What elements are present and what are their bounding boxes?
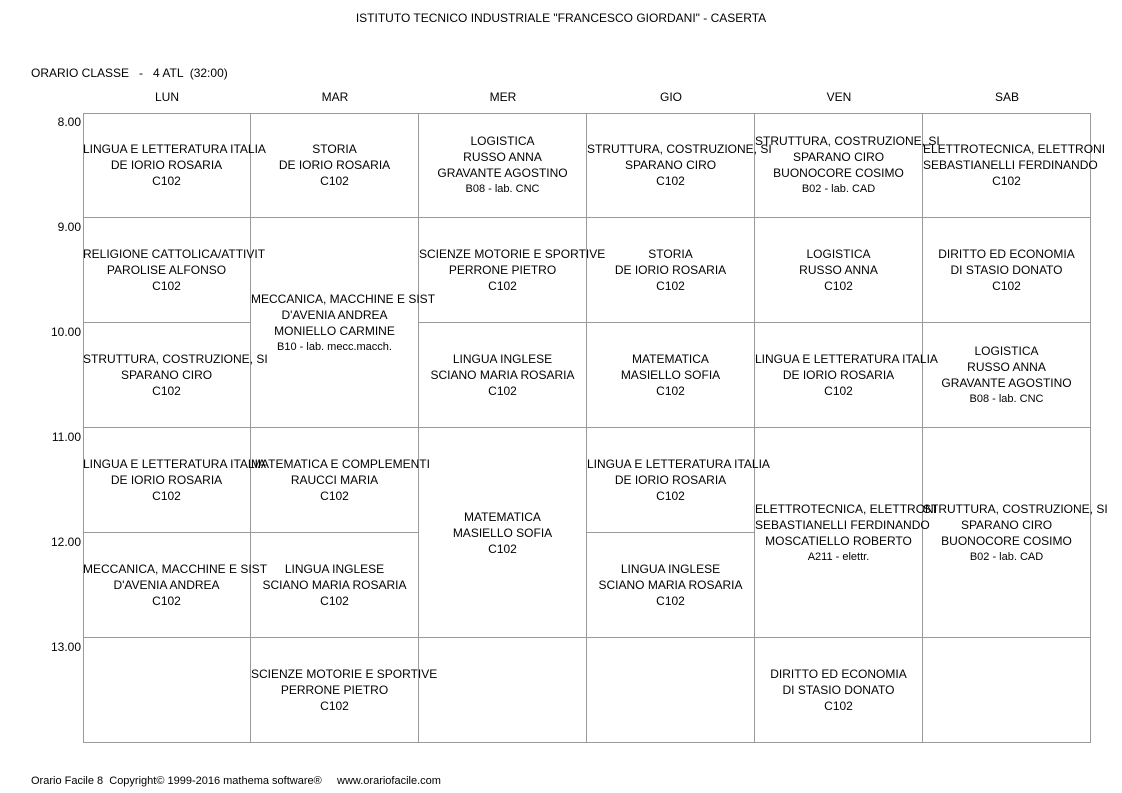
class-header: ORARIO CLASSE - 4 ATL (32:00) xyxy=(31,66,228,80)
lesson-room: C102 xyxy=(152,594,181,608)
lesson-room: C102 xyxy=(656,489,685,503)
time-label: 8.00 xyxy=(57,115,81,129)
lesson-subject: ELETTROTECNICA, ELETTRONI xyxy=(923,142,1106,156)
lesson-teacher: PERRONE PIETRO xyxy=(280,683,389,697)
lesson-cell xyxy=(587,113,772,218)
lesson-room: B02 - lab. CAD xyxy=(801,183,876,195)
lesson-subject: LOGISTICA xyxy=(806,247,871,261)
lesson-subject: STRUTTURA, COSTRUZIONE, SI xyxy=(923,501,1108,516)
lesson-cell xyxy=(923,428,1108,638)
time-label: 11.00 xyxy=(51,430,81,444)
lesson-cell xyxy=(83,323,268,428)
page-title: ISTITUTO TECNICO INDUSTRIALE "FRANCESCO GIORDANI" - CASERTA xyxy=(355,11,767,25)
lesson-room: C102 xyxy=(152,279,181,293)
lesson-room: B08 - lab. CNC xyxy=(969,393,1044,405)
lesson-teacher: D'AVENIA ANDREA xyxy=(113,578,220,592)
lesson-teacher: SPARANO CIRO xyxy=(624,158,717,172)
lesson-room: C102 xyxy=(824,279,853,293)
lesson-teacher: RUSSO ANNA xyxy=(799,263,878,277)
lesson-cell xyxy=(755,428,938,638)
lesson-teacher: SCIANO MARIA ROSARIA xyxy=(262,578,407,592)
lesson-cell xyxy=(419,428,587,638)
lesson-teacher: RUSSO ANNA xyxy=(967,360,1046,374)
lesson-room: C102 xyxy=(152,489,181,503)
lesson-room: B10 - lab. mecc.macch. xyxy=(277,340,392,353)
lesson-room: C102 xyxy=(488,384,517,398)
time-label: 13.00 xyxy=(50,640,81,654)
lesson-subject: MATEMATICA xyxy=(632,352,709,366)
lesson-room: C102 xyxy=(488,279,517,293)
lesson-cell xyxy=(587,533,755,638)
lesson-cell xyxy=(755,638,923,743)
lesson-subject: LINGUA E LETTERATURA ITALIA xyxy=(755,352,938,366)
lesson-subject: MATEMATICA E COMPLEMENTI xyxy=(251,457,430,471)
lesson-subject: STRUTTURA, COSTRUZIONE, SI xyxy=(83,352,268,366)
lesson-teacher: SCIANO MARIA ROSARIA xyxy=(430,368,575,382)
lesson-cell xyxy=(755,218,923,323)
lesson-room: C102 xyxy=(152,384,181,398)
lesson-subject: SCIENZE MOTORIE E SPORTIVE xyxy=(251,667,438,681)
lesson-teacher-2: GRAVANTE AGOSTINO xyxy=(941,376,1072,390)
lesson-subject: MATEMATICA xyxy=(464,509,541,524)
day-label-gio: GIO xyxy=(659,90,682,104)
lesson-cell xyxy=(251,533,419,638)
lesson-room: C102 xyxy=(320,174,349,188)
lesson-teacher: PERRONE PIETRO xyxy=(448,263,557,277)
lesson-subject: LINGUA INGLESE xyxy=(284,562,385,576)
lesson-cell xyxy=(923,218,1091,323)
lesson-teacher: DE IORIO ROSARIA xyxy=(278,158,391,172)
day-label-mar: MAR xyxy=(321,90,349,104)
empty-cell xyxy=(923,638,1091,743)
lesson-teacher: RUSSO ANNA xyxy=(463,150,542,164)
lesson-room: B02 - lab. CAD xyxy=(969,550,1044,563)
empty-cell xyxy=(419,638,587,743)
lesson-subject: LINGUA E LETTERATURA ITALIA xyxy=(83,457,266,471)
lesson-cell xyxy=(587,218,755,323)
lesson-teacher: DI STASIO DONATO xyxy=(782,683,895,697)
lesson-teacher: SPARANO CIRO xyxy=(792,150,885,164)
lesson-cell xyxy=(755,323,938,428)
lesson-cell xyxy=(419,218,606,323)
lesson-room: C102 xyxy=(656,384,685,398)
lesson-room: C102 xyxy=(152,174,181,188)
day-label-ven: VEN xyxy=(826,90,852,104)
lesson-room: C102 xyxy=(656,594,685,608)
lesson-teacher: DE IORIO ROSARIA xyxy=(110,158,223,172)
lesson-teacher: RAUCCI MARIA xyxy=(290,473,379,487)
lesson-teacher-2: MONIELLO CARMINE xyxy=(274,323,395,338)
lesson-cell xyxy=(83,533,268,638)
lesson-cell xyxy=(755,113,940,218)
lesson-cell xyxy=(83,113,266,218)
lesson-teacher: DI STASIO DONATO xyxy=(950,263,1063,277)
timetable-grid xyxy=(83,113,1108,743)
lesson-cell xyxy=(923,113,1106,218)
lesson-cell xyxy=(251,428,430,533)
lesson-room: C102 xyxy=(656,174,685,188)
lesson-room: C102 xyxy=(824,699,853,713)
lesson-teacher-2: BUONOCORE COSIMO xyxy=(773,166,904,180)
lesson-subject: LINGUA INGLESE xyxy=(620,562,721,576)
lesson-teacher: DE IORIO ROSARIA xyxy=(614,263,727,277)
lesson-cell xyxy=(251,218,436,428)
time-label: 9.00 xyxy=(57,220,81,234)
lesson-cell xyxy=(587,428,770,533)
lesson-teacher-2: BUONOCORE COSIMO xyxy=(941,533,1072,548)
lesson-room: C102 xyxy=(824,384,853,398)
lesson-room: C102 xyxy=(320,489,349,503)
lesson-teacher: SEBASTIANELLI FERDINANDO xyxy=(923,158,1098,172)
lesson-subject: SCIENZE MOTORIE E SPORTIVE xyxy=(419,247,606,261)
lesson-cell xyxy=(419,113,587,218)
lesson-subject: MECCANICA, MACCHINE E SIST xyxy=(83,562,268,576)
lesson-room: C102 xyxy=(656,279,685,293)
lesson-room: C102 xyxy=(488,541,517,556)
lesson-teacher-2: GRAVANTE AGOSTINO xyxy=(437,166,568,180)
lesson-subject: DIRITTO ED ECONOMIA xyxy=(770,667,907,681)
day-label-sab: SAB xyxy=(994,90,1019,104)
lesson-cell xyxy=(251,113,419,218)
lesson-subject: DIRITTO ED ECONOMIA xyxy=(938,247,1075,261)
lesson-subject: STORIA xyxy=(648,247,693,261)
lesson-room: C102 xyxy=(992,279,1021,293)
lesson-room: B08 - lab. CNC xyxy=(465,183,540,195)
lesson-room: C102 xyxy=(992,174,1021,188)
empty-cell xyxy=(587,638,755,743)
lesson-subject: ELETTROTECNICA, ELETTRONI xyxy=(755,501,938,516)
lesson-cell xyxy=(251,638,438,743)
lesson-room: C102 xyxy=(320,594,349,608)
lesson-teacher: PAROLISE ALFONSO xyxy=(106,263,227,277)
lesson-teacher: SPARANO CIRO xyxy=(960,517,1053,532)
lesson-cell xyxy=(923,323,1091,428)
day-label-lun: LUN xyxy=(154,90,179,104)
lesson-teacher: SCIANO MARIA ROSARIA xyxy=(598,578,743,592)
lesson-subject: MECCANICA, MACCHINE E SIST xyxy=(251,291,436,306)
lesson-teacher: DE IORIO ROSARIA xyxy=(110,473,223,487)
lesson-teacher: MASIELLO SOFIA xyxy=(620,368,721,382)
lesson-teacher: DE IORIO ROSARIA xyxy=(782,368,895,382)
empty-cell xyxy=(83,638,251,743)
lesson-subject: LOGISTICA xyxy=(470,134,535,148)
lesson-room: A211 - elettr. xyxy=(807,550,870,563)
time-label: 12.00 xyxy=(50,535,81,549)
footer-copyright: Orario Facile 8 Copyright© 1999-2016 mathema software® www.orariofacile.com xyxy=(31,775,441,787)
lesson-subject: LINGUA E LETTERATURA ITALIA xyxy=(587,457,770,471)
lesson-subject: LINGUA E LETTERATURA ITALIA xyxy=(83,142,266,156)
lesson-subject: LINGUA INGLESE xyxy=(452,352,553,366)
lesson-teacher: DE IORIO ROSARIA xyxy=(614,473,727,487)
lesson-teacher: SPARANO CIRO xyxy=(120,368,213,382)
lesson-subject: RELIGIONE CATTOLICA/ATTIVIT xyxy=(83,247,266,261)
lesson-room: C102 xyxy=(320,699,349,713)
time-label: 10.00 xyxy=(50,325,81,339)
lesson-subject: STRUTTURA, COSTRUZIONE, SI xyxy=(755,134,940,148)
lesson-subject: STORIA xyxy=(312,142,357,156)
lesson-teacher-2: MOSCATIELLO ROBERTO xyxy=(765,533,912,548)
lesson-subject: LOGISTICA xyxy=(974,344,1039,358)
lesson-teacher: D'AVENIA ANDREA xyxy=(281,307,388,322)
lesson-cell xyxy=(587,323,755,428)
day-label-mer: MER xyxy=(489,90,517,104)
lesson-subject: STRUTTURA, COSTRUZIONE, SI xyxy=(587,142,772,156)
lesson-teacher: SEBASTIANELLI FERDINANDO xyxy=(755,517,930,532)
lesson-cell xyxy=(419,323,587,428)
lesson-cell xyxy=(83,218,266,323)
lesson-cell xyxy=(83,428,266,533)
lesson-teacher: MASIELLO SOFIA xyxy=(452,525,553,540)
